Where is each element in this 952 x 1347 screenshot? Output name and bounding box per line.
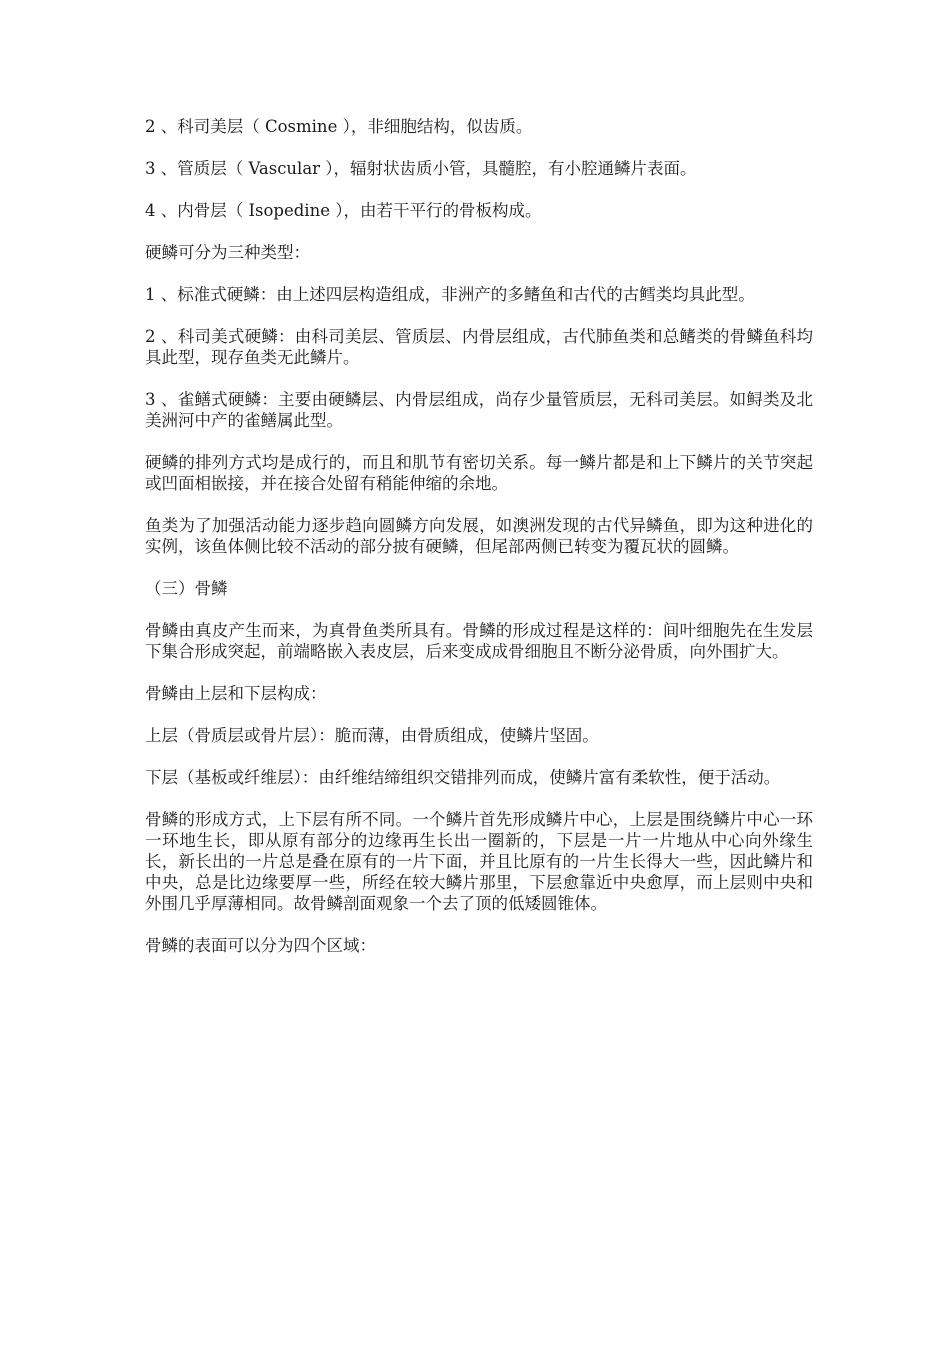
paragraph-bony-scale-layers: 骨鳞由上层和下层构成： <box>145 684 327 703</box>
paragraph-bony-scale-origin: 骨鳞由真皮产生而来，为真骨鱼类所具有。骨鳞的形成过程是这样的：间叶细胞先在生发层下集合形成突起，前端略嵌入表皮层，后来变成成骨细胞且不断分泌骨质，向外围扩大。 <box>145 621 813 661</box>
paragraph-upper-layer: 上层（骨质层或骨片层）：脆而薄，由骨质组成，使鳞片坚固。 <box>145 726 599 745</box>
paragraph-vascular-layer: 3 、管质层（ Vascular ），辐射状齿质小管，具髓腔，有小腔通鳞片表面。 <box>145 159 697 178</box>
paragraph-ganoid-arrangement: 硬鳞的排列方式均是成行的，而且和肌节有密切关系。每一鳞片都是和上下鳞片的关节突起或凹面相嵌接，并在接合处留有稍能伸缩的余地。 <box>145 453 813 493</box>
section-heading-bony-scales: （三）骨鳞 <box>145 579 228 598</box>
paragraph-ganoid-types-intro: 硬鳞可分为三种类型： <box>145 243 310 262</box>
paragraph-standard-ganoid: 1 、标准式硬鳞：由上述四层构造组成，非洲产的多鳍鱼和古代的古鳕类均具此型。 <box>145 285 755 304</box>
paragraph-formation: 骨鳞的形成方式，上下层有所不同。一个鳞片首先形成鳞片中心，上层是围绕鳞片中心一环一环地生长，即从原有部分的边缘再生长出一圈新的，下层是一片一片地从中心向外缘生长，新长出的一片总是叠在原有的一片下面，并且比原有的一片生长得大一些，因此鳞片和中央，总是比边缘要厚一些，所经在较大鳞片那里，下层愈靠近中央愈厚，而上层则中央和外围几乎厚薄相同。故骨鳞剖面观象一个去了顶的低矮圆锥体。 <box>145 810 813 913</box>
paragraph-cosmine-layer: 2 、科司美层（ Cosmine ），非细胞结构，似齿质。 <box>145 117 533 136</box>
paragraph-gar-ganoid: 3 、雀鳝式硬鳞：主要由硬鳞层、内骨层组成，尚存少量管质层，无科司美层。如鲟类及北美洲河中产的雀鳝属此型。 <box>145 390 813 430</box>
paragraph-lower-layer: 下层（基板或纤维层）：由纤维结缔组织交错排列而成，使鳞片富有柔软性，便于活动。 <box>145 768 781 787</box>
document-page <box>145 116 813 977</box>
paragraph-isopedine-layer: 4 、内骨层（ Isopedine ），由若干平行的骨板构成。 <box>145 201 542 220</box>
paragraph-cosmoid-ganoid: 2 、科司美式硬鳞：由科司美层、管质层、内骨层组成，古代肺鱼类和总鳍类的骨鳞鱼科均具此型，现存鱼类无此鳞片。 <box>145 327 813 367</box>
paragraph-evolution: 鱼类为了加强活动能力逐步趋向圆鳞方向发展，如澳洲发现的古代异鳞鱼，即为这种进化的实例，该鱼体侧比较不活动的部分披有硬鳞，但尾部两侧已转变为覆瓦状的圆鳞。 <box>145 516 813 556</box>
paragraph-surface-regions: 骨鳞的表面可以分为四个区域： <box>145 936 376 955</box>
